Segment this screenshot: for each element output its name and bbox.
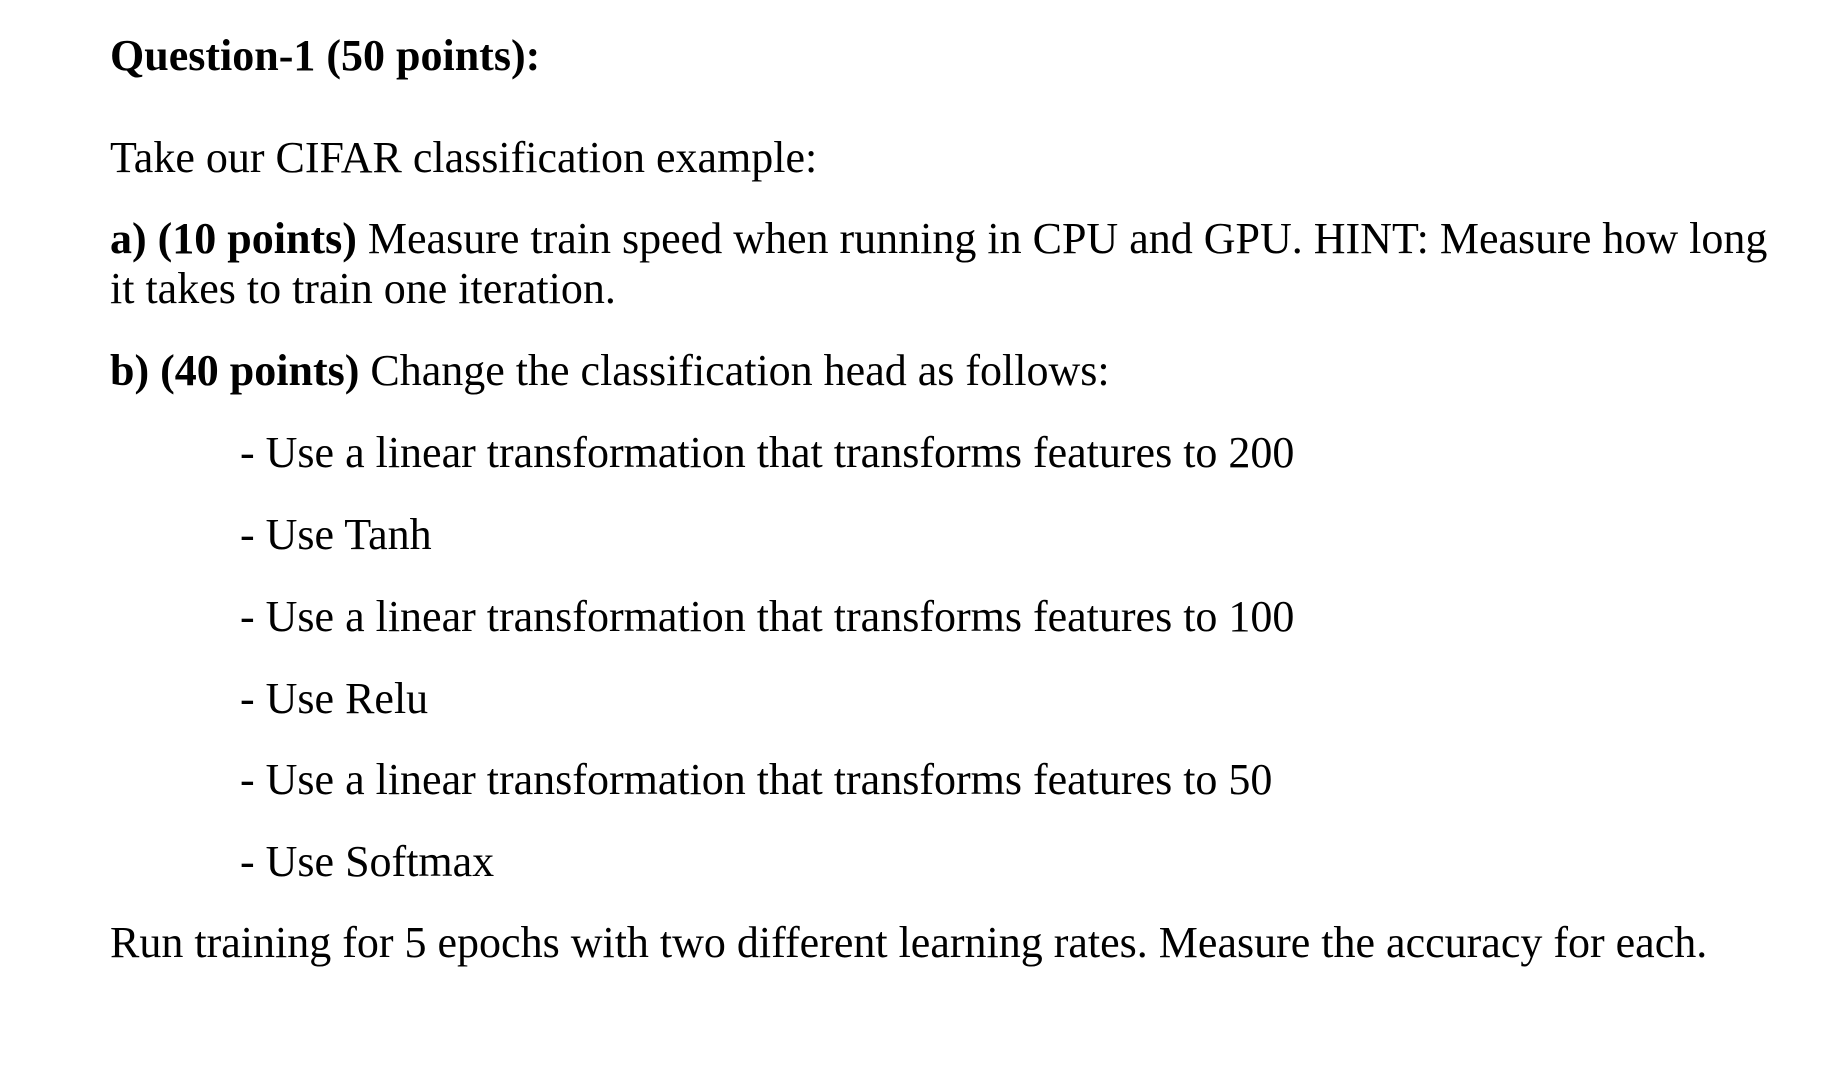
list-item: - Use a linear transformation that transforms features to 100 xyxy=(240,592,1295,641)
outro-paragraph: Run training for 5 epochs with two different learning rates. Measure the accuracy for each. xyxy=(110,918,1708,967)
list-item: - Use Tanh xyxy=(240,510,432,559)
part-b-label: b) (40 points) xyxy=(110,346,360,395)
question-title: Question-1 (50 points): xyxy=(110,31,541,80)
list-item: - Use a linear transformation that transforms features to 200 xyxy=(240,428,1295,477)
list-item: - Use Relu xyxy=(240,674,429,723)
part-a-paragraph xyxy=(110,214,1767,314)
list-item: - Use Softmax xyxy=(240,837,495,886)
part-a-label: a) (10 points) xyxy=(110,214,357,263)
part-b-text: Change the classification head as follows: xyxy=(359,346,1110,395)
part-a-text-line2: it takes to train one iteration. xyxy=(110,264,616,313)
part-b-paragraph xyxy=(110,346,1110,396)
list-item: - Use a linear transformation that transforms features to 50 xyxy=(240,755,1273,804)
part-a-text-line1: Measure train speed when running in CPU and GPU. HINT: Measure how long xyxy=(356,214,1768,263)
intro-paragraph: Take our CIFAR classification example: xyxy=(110,133,818,182)
